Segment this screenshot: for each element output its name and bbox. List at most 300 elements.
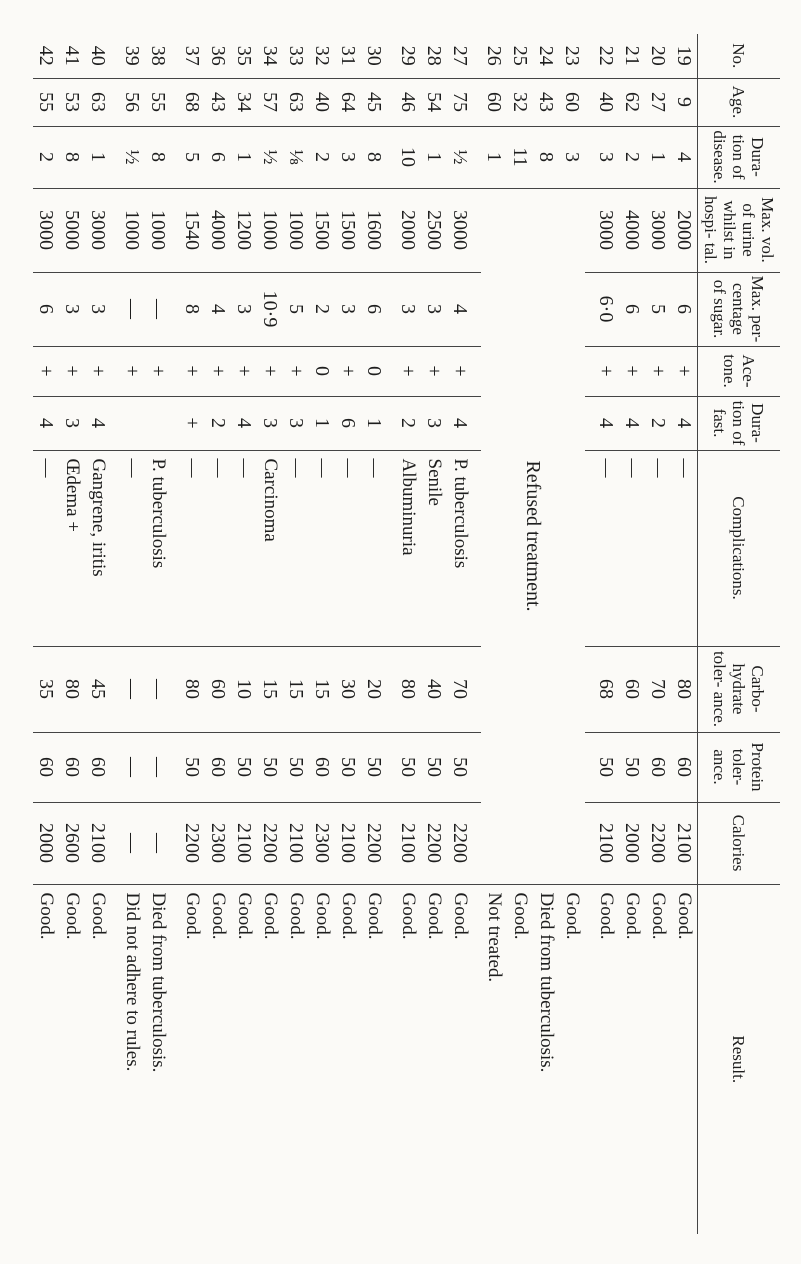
cell-age: 68 — [179, 78, 205, 126]
table-row — [257, 34, 283, 1234]
cell-result: Good. — [596, 892, 617, 940]
separator-cell — [111, 126, 119, 188]
separator-cell — [387, 646, 395, 732]
separator-cell — [585, 396, 593, 450]
cell-protein: 50 — [335, 732, 361, 802]
cell-acetone: + — [33, 346, 59, 396]
cell-result: Good. — [338, 892, 359, 940]
separator-cell — [473, 396, 481, 450]
cell-no: 25 — [507, 34, 533, 78]
cell-result: Good. — [182, 892, 203, 940]
cell-duration: 4 — [671, 126, 698, 188]
cell-calories: 2100 — [283, 802, 309, 884]
cell-result: Good. — [88, 892, 109, 940]
cell-age: 62 — [619, 78, 645, 126]
cell-volume: 1600 — [361, 188, 387, 272]
cell-sugar: 3 — [335, 272, 361, 346]
cell-sugar: 6 — [33, 272, 59, 346]
cell-result: Good. — [312, 892, 333, 940]
cell-protein: 60 — [33, 732, 59, 802]
separator-cell — [585, 272, 593, 346]
cell-carbohydrate: 45 — [85, 646, 111, 732]
cell-carbohydrate: 80 — [59, 646, 85, 732]
cell-duration: ⅛ — [283, 126, 309, 188]
cell-carbohydrate: — — [119, 646, 145, 732]
cell-age: 43 — [205, 78, 231, 126]
cell-protein: 60 — [645, 732, 671, 802]
separator-cell — [387, 884, 395, 1234]
cell-volume: 3000 — [447, 188, 473, 272]
col-header-carbohydrate-tolerance: Carbo- hydrate toler- ance. — [698, 646, 781, 732]
cell-calories: 2100 — [671, 802, 698, 884]
cell-duration: 11 — [507, 126, 533, 188]
cell-acetone: + — [593, 346, 619, 396]
table-row — [593, 34, 619, 1234]
table-row — [645, 34, 671, 1234]
cell-carbohydrate: 15 — [309, 646, 335, 732]
cell-acetone: + — [421, 346, 447, 396]
cell-duration: 1 — [421, 126, 447, 188]
table-row — [231, 34, 257, 1234]
cell-sugar: 5 — [283, 272, 309, 346]
group-separator — [585, 34, 593, 1234]
cell-complications: Carcinoma — [257, 450, 283, 646]
cell-protein: — — [145, 732, 171, 802]
cell-age: 55 — [33, 78, 59, 126]
table-body — [33, 34, 698, 1234]
cell-protein: 50 — [395, 732, 421, 802]
col-header-acetone: Ace- tone. — [698, 346, 781, 396]
cell-result: Good. — [36, 892, 57, 940]
cell-age: 63 — [85, 78, 111, 126]
cell-complications: Gangrene, iritis — [85, 450, 111, 646]
separator-cell — [387, 802, 395, 884]
cell-carbohydrate: 80 — [179, 646, 205, 732]
cell-age: 9 — [671, 78, 698, 126]
cell-duration: 3 — [559, 126, 585, 188]
separator-cell — [585, 732, 593, 802]
cell-no: 27 — [447, 34, 473, 78]
cell-volume: 1000 — [283, 188, 309, 272]
separator-cell — [111, 646, 119, 732]
cell-no: 42 — [33, 34, 59, 78]
separator-cell — [171, 346, 179, 396]
cell-protein: 60 — [85, 732, 111, 802]
cell-no: 19 — [671, 34, 698, 78]
cell-duration: ½ — [447, 126, 473, 188]
separator-cell — [171, 396, 179, 450]
cell-volume: 3000 — [85, 188, 111, 272]
cell-calories: 2100 — [395, 802, 421, 884]
cell-no: 28 — [421, 34, 447, 78]
col-header-no: No. — [698, 34, 781, 78]
cell-no: 39 — [119, 34, 145, 78]
cell-fast: 4 — [619, 396, 645, 450]
cell-fast: 4 — [231, 396, 257, 450]
cell-fast: 4 — [85, 396, 111, 450]
cell-complications: P. tuberculosis — [145, 450, 171, 646]
cell-calories: 2300 — [309, 802, 335, 884]
cell-result: Good. — [364, 892, 385, 940]
cell-fast — [119, 396, 145, 450]
separator-cell — [473, 34, 481, 78]
table-row — [559, 34, 585, 1234]
cell-duration: ½ — [119, 126, 145, 188]
separator-cell — [111, 188, 119, 272]
cell-result: Not treated. — [484, 892, 505, 983]
separator-cell — [473, 646, 481, 732]
separator-cell — [473, 450, 481, 646]
cell-sugar: 3 — [395, 272, 421, 346]
cell-carbohydrate: 60 — [619, 646, 645, 732]
table-row — [205, 34, 231, 1234]
separator-cell — [585, 450, 593, 646]
cell-no: 41 — [59, 34, 85, 78]
cell-volume: 1500 — [335, 188, 361, 272]
cell-no: 30 — [361, 34, 387, 78]
cell-calories: — — [145, 802, 171, 884]
cell-protein: 60 — [205, 732, 231, 802]
cell-no: 20 — [645, 34, 671, 78]
cell-carbohydrate: 20 — [361, 646, 387, 732]
cell-acetone: 0 — [309, 346, 335, 396]
cell-acetone: + — [619, 346, 645, 396]
cell-acetone: + — [205, 346, 231, 396]
separator-cell — [111, 346, 119, 396]
cell-sugar: 3 — [85, 272, 111, 346]
cell-result: Good. — [234, 892, 255, 940]
cell-result: Good. — [562, 892, 583, 940]
cell-duration: 5 — [179, 126, 205, 188]
table-row — [361, 34, 387, 1234]
separator-cell — [387, 78, 395, 126]
cell-duration: 1 — [85, 126, 111, 188]
col-header-max-percentage-sugar: Max. per- centage of sugar. — [698, 272, 781, 346]
separator-cell — [473, 272, 481, 346]
cell-carbohydrate: 68 — [593, 646, 619, 732]
diabetes-case-table — [33, 34, 780, 1234]
cell-complications: — — [231, 450, 257, 646]
cell-fast: 3 — [421, 396, 447, 450]
cell-result: Good. — [260, 892, 281, 940]
cell-calories: — — [119, 802, 145, 884]
cell-sugar: 3 — [231, 272, 257, 346]
cell-duration: 8 — [59, 126, 85, 188]
cell-complications: — — [205, 450, 231, 646]
separator-cell — [111, 396, 119, 450]
col-header-age: Age. — [698, 78, 781, 126]
cell-duration: 8 — [145, 126, 171, 188]
col-header-complications: Complications. — [698, 450, 781, 646]
cell-calories: 2200 — [361, 802, 387, 884]
separator-cell — [585, 646, 593, 732]
cell-age: 45 — [361, 78, 387, 126]
cell-fast: 4 — [671, 396, 698, 450]
separator-cell — [111, 34, 119, 78]
table-row — [619, 34, 645, 1234]
cell-protein: — — [119, 732, 145, 802]
col-header-calories: Calories — [698, 802, 781, 884]
group-separator — [387, 34, 395, 1234]
cell-fast: 3 — [283, 396, 309, 450]
separator-cell — [585, 34, 593, 78]
cell-result: Died from tuberculosis. — [148, 892, 169, 1073]
cell-duration: 3 — [335, 126, 361, 188]
separator-cell — [171, 802, 179, 884]
cell-result: Good. — [286, 892, 307, 940]
cell-calories: 2100 — [593, 802, 619, 884]
cell-protein: 50 — [421, 732, 447, 802]
cell-age: 27 — [645, 78, 671, 126]
cell-sugar: — — [119, 272, 145, 346]
separator-cell — [387, 34, 395, 78]
cell-result: Good. — [510, 892, 531, 940]
separator-cell — [473, 78, 481, 126]
cell-acetone: + — [119, 346, 145, 396]
separator-cell — [171, 34, 179, 78]
cell-fast: 6 — [335, 396, 361, 450]
cell-no: 31 — [335, 34, 361, 78]
separator-cell — [473, 188, 481, 272]
separator-cell — [111, 450, 119, 646]
cell-no: 33 — [283, 34, 309, 78]
group-separator — [171, 34, 179, 1234]
cell-volume: 1000 — [145, 188, 171, 272]
cell-acetone: + — [179, 346, 205, 396]
cell-volume: 2000 — [671, 188, 698, 272]
cell-fast: 4 — [593, 396, 619, 450]
cell-acetone: + — [671, 346, 698, 396]
separator-cell — [585, 188, 593, 272]
cell-acetone: 0 — [361, 346, 387, 396]
header-row — [698, 34, 781, 1234]
cell-protein: 50 — [179, 732, 205, 802]
cell-result: Good. — [674, 892, 695, 940]
cell-protein: 50 — [593, 732, 619, 802]
cell-complications: Albuminuria — [395, 450, 421, 646]
separator-cell — [473, 126, 481, 188]
cell-volume: 1000 — [119, 188, 145, 272]
cell-calories: 2600 — [59, 802, 85, 884]
cell-protein: 50 — [283, 732, 309, 802]
cell-acetone: + — [257, 346, 283, 396]
cell-protein: 50 — [447, 732, 473, 802]
cell-fast: 1 — [361, 396, 387, 450]
cell-age: 40 — [593, 78, 619, 126]
separator-cell — [171, 78, 179, 126]
cell-carbohydrate: 10 — [231, 646, 257, 732]
cell-carbohydrate: 60 — [205, 646, 231, 732]
cell-sugar: 6 — [361, 272, 387, 346]
cell-no: 36 — [205, 34, 231, 78]
cell-carbohydrate: 15 — [283, 646, 309, 732]
cell-sugar: 3 — [59, 272, 85, 346]
separator-cell — [111, 732, 119, 802]
cell-complications: Senile — [421, 450, 447, 646]
separator-cell — [171, 884, 179, 1234]
cell-protein: 50 — [231, 732, 257, 802]
cell-acetone: + — [145, 346, 171, 396]
cell-volume: 4000 — [619, 188, 645, 272]
cell-duration: 8 — [361, 126, 387, 188]
table-row — [671, 34, 698, 1234]
cell-acetone: + — [335, 346, 361, 396]
cell-volume: 5000 — [59, 188, 85, 272]
cell-calories: 2100 — [231, 802, 257, 884]
cell-duration: 1 — [231, 126, 257, 188]
cell-carbohydrate: — — [145, 646, 171, 732]
cell-age: 57 — [257, 78, 283, 126]
cell-age: 55 — [145, 78, 171, 126]
cell-age: 46 — [395, 78, 421, 126]
separator-cell — [171, 272, 179, 346]
cell-sugar: 10·9 — [257, 272, 283, 346]
cell-volume: 3000 — [593, 188, 619, 272]
cell-duration: 3 — [593, 126, 619, 188]
cell-result: Died from tuberculosis. — [536, 892, 557, 1073]
cell-protein: 50 — [361, 732, 387, 802]
cell-no: 26 — [481, 34, 507, 78]
separator-cell — [111, 78, 119, 126]
separator-cell — [585, 802, 593, 884]
cell-age: 75 — [447, 78, 473, 126]
cell-protein: 50 — [257, 732, 283, 802]
cell-complications: — — [33, 450, 59, 646]
cell-result: Good. — [450, 892, 471, 940]
cell-age: 54 — [421, 78, 447, 126]
cell-no: 40 — [85, 34, 111, 78]
cell-complications: — — [619, 450, 645, 646]
cell-acetone: + — [283, 346, 309, 396]
separator-cell — [111, 884, 119, 1234]
table-row — [309, 34, 335, 1234]
table-row — [447, 34, 473, 1234]
cell-fast: 1 — [309, 396, 335, 450]
cell-carbohydrate: 30 — [335, 646, 361, 732]
cell-acetone: + — [231, 346, 257, 396]
col-header-duration-of-fast: Dura- tion of fast. — [698, 396, 781, 450]
separator-cell — [387, 450, 395, 646]
cell-duration: 2 — [309, 126, 335, 188]
cell-sugar: 4 — [205, 272, 231, 346]
cell-carbohydrate: 40 — [421, 646, 447, 732]
cell-calories: 2100 — [335, 802, 361, 884]
cell-fast — [145, 396, 171, 450]
separator-cell — [585, 78, 593, 126]
cell-fast: 2 — [395, 396, 421, 450]
cell-fast: 4 — [33, 396, 59, 450]
cell-age: 34 — [231, 78, 257, 126]
cell-calories: 2200 — [421, 802, 447, 884]
cell-duration: 8 — [533, 126, 559, 188]
separator-cell — [387, 188, 395, 272]
cell-duration: 2 — [619, 126, 645, 188]
cell-complications: — — [593, 450, 619, 646]
cell-volume: 1540 — [179, 188, 205, 272]
cell-calories: 2000 — [619, 802, 645, 884]
cell-carbohydrate: 80 — [671, 646, 698, 732]
cell-protein: 60 — [671, 732, 698, 802]
group-separator — [473, 34, 481, 1234]
table-row — [119, 34, 145, 1234]
cell-carbohydrate: 35 — [33, 646, 59, 732]
cell-volume: 2000 — [395, 188, 421, 272]
cell-acetone: + — [85, 346, 111, 396]
cell-no: 35 — [231, 34, 257, 78]
table-row — [335, 34, 361, 1234]
separator-cell — [171, 188, 179, 272]
cell-result: Good. — [398, 892, 419, 940]
cell-sugar: 6·0 — [593, 272, 619, 346]
separator-cell — [585, 884, 593, 1234]
cell-complications: P. tuberculosis — [447, 450, 473, 646]
cell-no: 23 — [559, 34, 585, 78]
cell-acetone: + — [59, 346, 85, 396]
cell-age: 40 — [309, 78, 335, 126]
cell-no: 38 — [145, 34, 171, 78]
cell-acetone: + — [395, 346, 421, 396]
cell-no: 22 — [593, 34, 619, 78]
cell-duration: 1 — [481, 126, 507, 188]
cell-carbohydrate: 80 — [395, 646, 421, 732]
cell-sugar: 4 — [447, 272, 473, 346]
separator-cell — [171, 126, 179, 188]
cell-protein: 50 — [619, 732, 645, 802]
cell-acetone: + — [645, 346, 671, 396]
cell-fast: 2 — [645, 396, 671, 450]
cell-sugar: 3 — [421, 272, 447, 346]
separator-cell — [171, 732, 179, 802]
cell-sugar: 6 — [671, 272, 698, 346]
rotated-table-sheet — [35, 34, 780, 1234]
cell-calories: 2300 — [205, 802, 231, 884]
cell-protein: 60 — [59, 732, 85, 802]
cell-calories: 2200 — [645, 802, 671, 884]
cell-volume: 1500 — [309, 188, 335, 272]
separator-cell — [387, 346, 395, 396]
cell-no: 24 — [533, 34, 559, 78]
cell-complications: — — [283, 450, 309, 646]
cell-fast: 4 — [447, 396, 473, 450]
cell-age: 53 — [59, 78, 85, 126]
cell-carbohydrate: 70 — [447, 646, 473, 732]
col-header-duration-of-disease: Dura- tion of disease. — [698, 126, 781, 188]
cell-volume: 3000 — [645, 188, 671, 272]
cell-sugar: 6 — [619, 272, 645, 346]
cell-age: 63 — [283, 78, 309, 126]
cell-no: 34 — [257, 34, 283, 78]
cell-age: 60 — [559, 78, 585, 126]
cell-volume: 4000 — [205, 188, 231, 272]
cell-duration: 1 — [645, 126, 671, 188]
cell-result: Good. — [648, 892, 669, 940]
group-separator — [111, 34, 119, 1234]
cell-complications: — — [671, 450, 698, 646]
table-row — [85, 34, 111, 1234]
cell-sugar: 2 — [309, 272, 335, 346]
cell-calories: 2000 — [33, 802, 59, 884]
cell-no: 37 — [179, 34, 205, 78]
cell-duration: 2 — [33, 126, 59, 188]
separator-cell — [585, 346, 593, 396]
refused-treatment-note: Refused treatment. — [481, 188, 585, 884]
cell-age: 64 — [335, 78, 361, 126]
cell-complications: — — [645, 450, 671, 646]
separator-cell — [387, 126, 395, 188]
cell-calories: 2200 — [179, 802, 205, 884]
cell-age: 43 — [533, 78, 559, 126]
cell-complications: — — [335, 450, 361, 646]
